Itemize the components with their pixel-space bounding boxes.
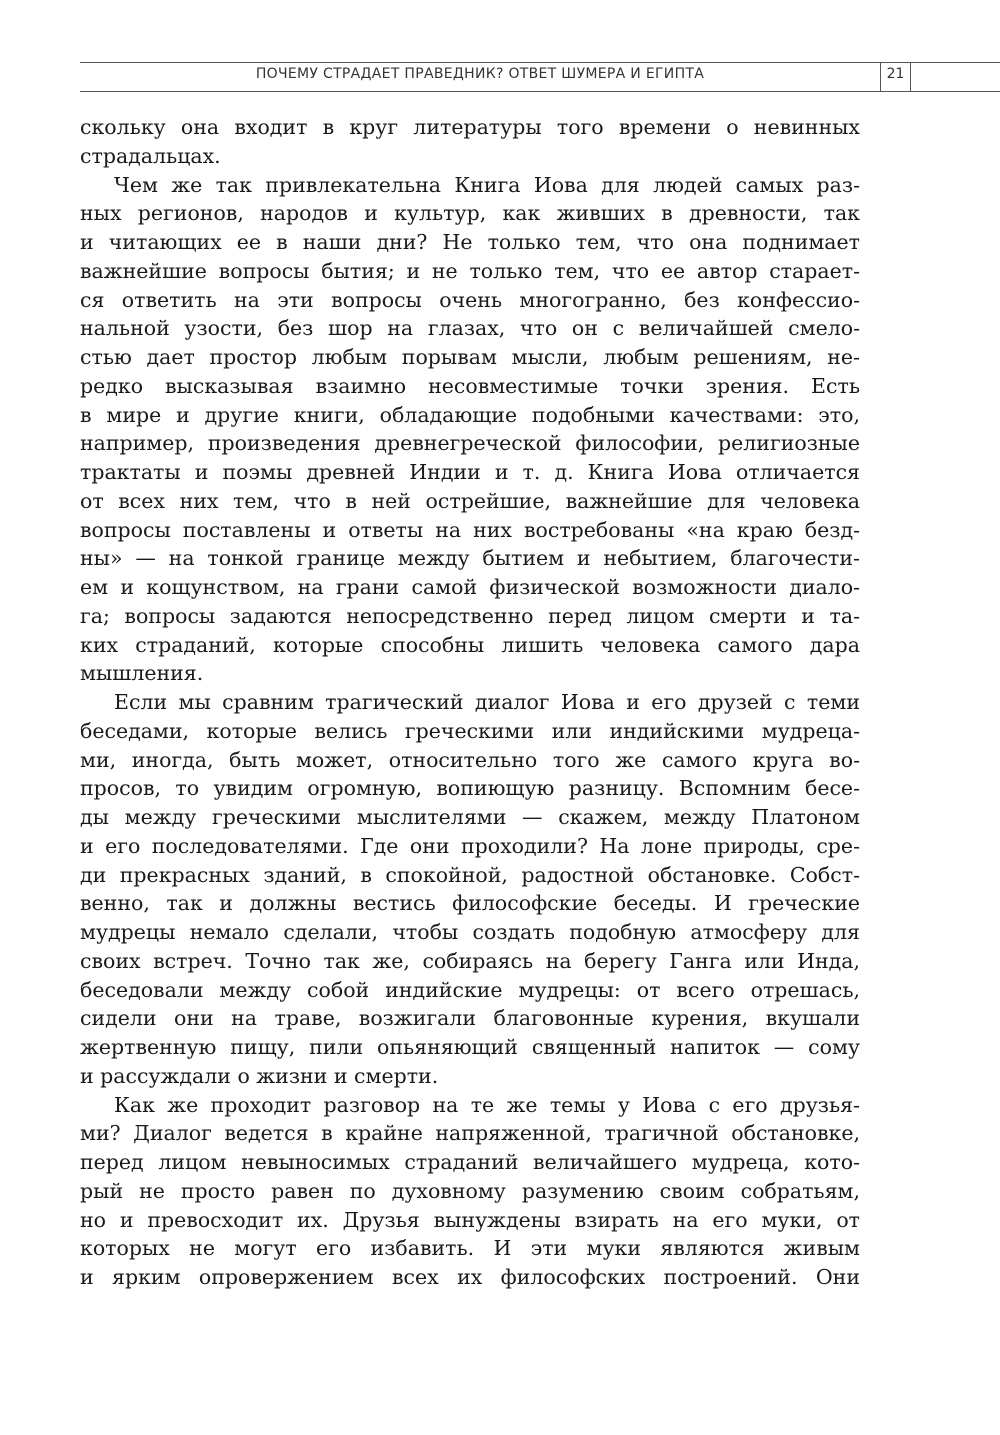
text-line: которых не могут его избавить. И эти муки являются живым xyxy=(80,1236,860,1261)
text-line: но и превосходит их. Друзья вынуждены взирать на его муки, от xyxy=(80,1207,860,1232)
text-line: га; вопросы задаются непосредственно перед лицом смерти и та- xyxy=(80,603,860,628)
text-line: стью дает простор любым порывам мысли, любым решениям, не- xyxy=(80,345,860,369)
text-line: Как же проходит разговор на те же темы у Иова с его друзья- xyxy=(114,1092,860,1117)
text-line: ди прекрасных зданий, в спокойной, радостной обстановке. Собст- xyxy=(80,862,860,887)
text-line: скольку она входит в круг литературы того времени о невинных xyxy=(80,115,860,139)
text-line: ных регионов, народов и культур, как живших в древности, так xyxy=(80,201,860,226)
text-line: перед лицом невыносимых страданий величайшего мудреца, кото- xyxy=(80,1150,860,1174)
text-line: мышления. xyxy=(80,661,204,686)
text-line: ды между греческими мыслителями — скажем, между Платоном xyxy=(80,805,860,829)
text-line: страдальцах. xyxy=(80,143,221,168)
text-line: беседами, которые велись греческими или индийскими мудреца- xyxy=(80,718,860,743)
text-line: ми, иногда, быть может, относительно того же самого круга во- xyxy=(80,747,860,772)
header-bottom-rule xyxy=(80,91,1000,92)
text-line: трактаты и поэмы древней Индии и т. д. Книга Иова отличается xyxy=(80,460,860,484)
text-line: мудрецы немало сделали, чтобы создать подобную атмосферу для xyxy=(80,920,860,944)
text-line: редко высказывая взаимно несовместимые точки зрения. Есть xyxy=(80,373,860,398)
text-line: и ярким опровержением всех их философских построений. Они xyxy=(80,1265,860,1289)
text-line: ми? Диалог ведется в крайне напряженной, трагичной обстановке, xyxy=(80,1121,860,1146)
text-line: Если мы сравним трагический диалог Иова и его друзей с теми xyxy=(114,690,860,714)
text-line: вопросы поставлены и ответы на них востребованы «на краю безд- xyxy=(80,517,860,542)
text-line: просов, то увидим огромную, вопиющую разницу. Вспомним бесе- xyxy=(80,776,860,801)
text-line: венно, так и должны вестись философские беседы. И греческие xyxy=(80,891,860,916)
text-line: например, произведения древнегреческой философии, религиозные xyxy=(80,431,860,456)
text-line: сидели они на траве, возжигали благовонные курения, вкушали xyxy=(80,1006,860,1031)
text-line: и его последователями. Где они проходили? На лоне природы, сре- xyxy=(80,833,860,858)
text-line: и читающих ее в наши дни? Не только тем, что она поднимает xyxy=(80,230,860,254)
text-line: ких страданий, которые способны лишить человека самого дара xyxy=(80,632,860,657)
text-line: нальной узости, без шор на глазах, что он с величайшей смело- xyxy=(80,316,860,341)
header-divider xyxy=(910,62,911,91)
text-line: рый не просто равен по духовному разумению своим собратьям, xyxy=(80,1178,860,1203)
text-line: ны» — на тонкой границе между бытием и небытием, благочести- xyxy=(80,546,860,571)
body-text xyxy=(80,113,860,1292)
text-line: в мире и другие книги, обладающие подобными качествами: это, xyxy=(80,402,860,427)
running-title: ПОЧЕМУ СТРАДАЕТ ПРАВЕДНИК? ОТВЕТ ШУМЕРА И ЕГИПТА xyxy=(255,66,705,82)
text-line: своих встреч. Точно так же, собираясь на берегу Ганга или Инда, xyxy=(80,948,860,973)
header-top-rule xyxy=(80,62,1000,63)
page-number: 21 xyxy=(886,66,905,82)
text-line: ся ответить на эти вопросы очень многогранно, без конфессио- xyxy=(80,287,860,312)
text-line: и рассуждали о жизни и смерти. xyxy=(80,1063,439,1088)
text-line: важнейшие вопросы бытия; и не только тем, что ее автор старает- xyxy=(80,258,860,283)
text-line: жертвенную пищу, пили опьяняющий священный напиток — сому xyxy=(80,1035,860,1059)
text-line: от всех них тем, что в ней острейшие, важнейшие для человека xyxy=(80,488,860,513)
text-line: беседовали между собой индийские мудрецы: от всего отрешась, xyxy=(80,977,860,1002)
text-line: Чем же так привлекательна Книга Иова для людей самых раз- xyxy=(114,172,860,197)
text-line: ем и кощунством, на грани самой физической возможности диало- xyxy=(80,575,860,599)
